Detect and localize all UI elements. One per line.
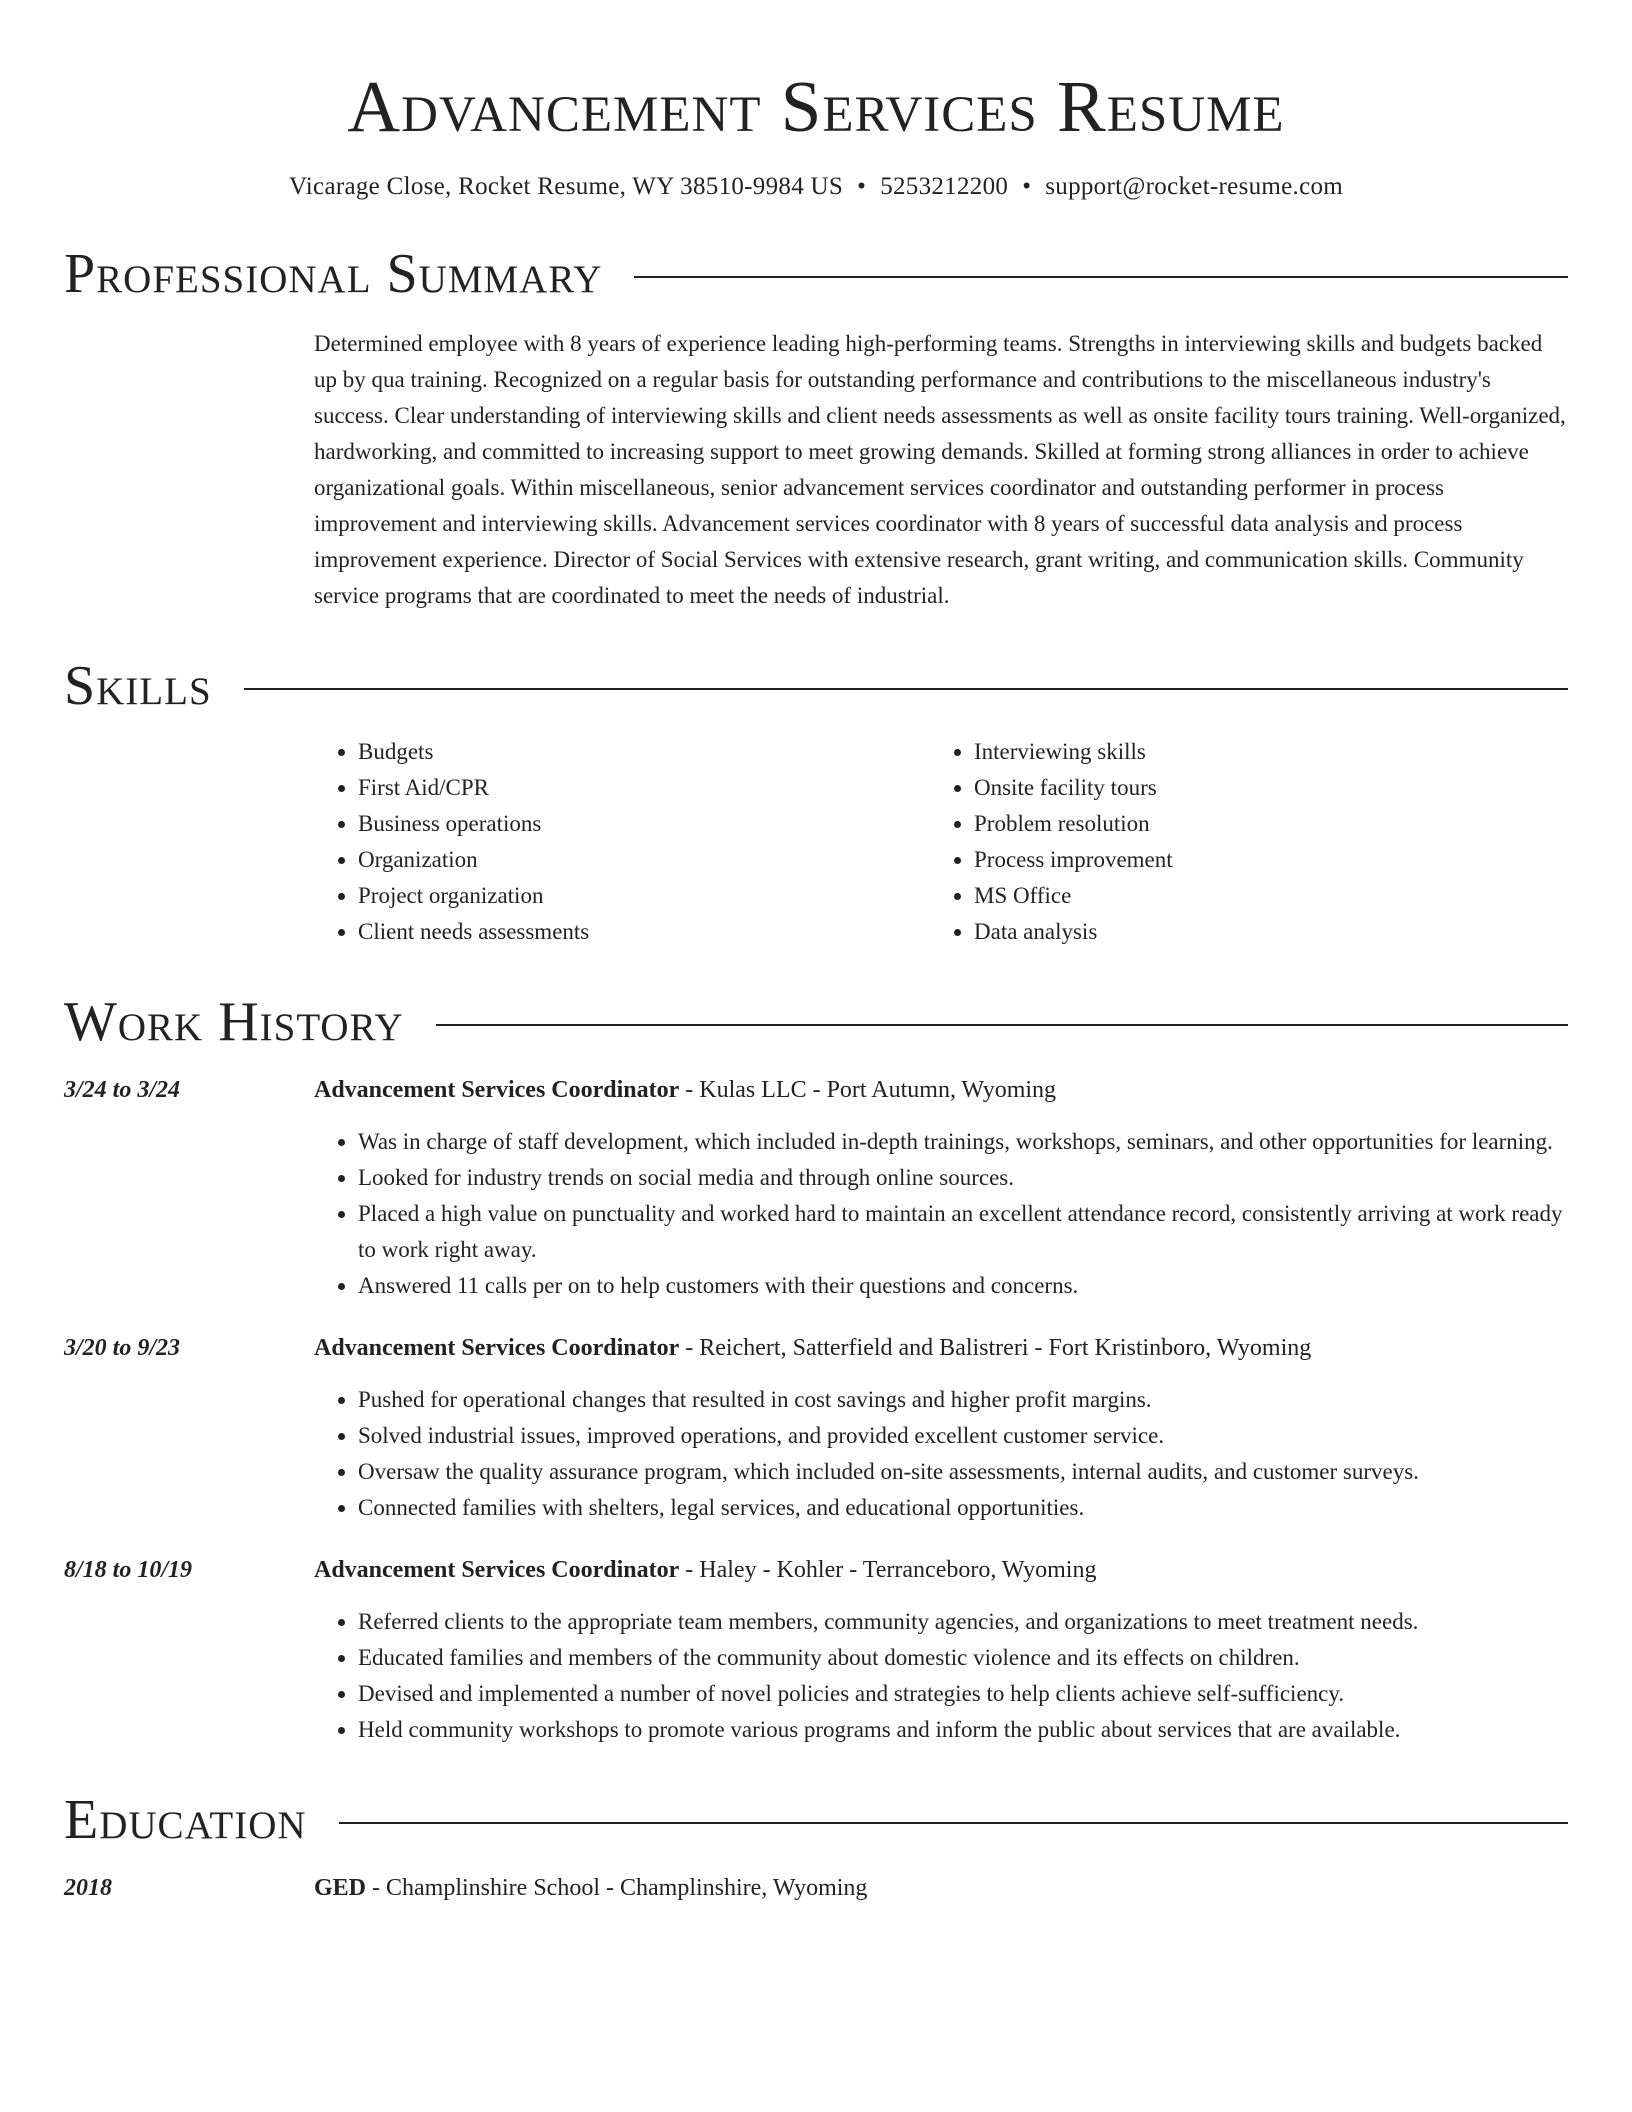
skill-item: • Client needs assessments — [358, 914, 930, 950]
job-bullet: • Looked for industry trends on social media and through online sources. — [358, 1160, 1568, 1196]
summary-section-header — [64, 242, 1568, 306]
job-entry — [64, 1552, 1568, 1748]
job-title-line — [314, 1552, 1568, 1588]
resume-page — [64, 0, 1568, 1906]
job-bullet: • Oversaw the quality assurance program, which included on-site assessments, internal audits, and customer surveys. — [358, 1454, 1568, 1490]
contact-phone: 5253212200 — [880, 173, 1009, 200]
skill-item: • Problem resolution — [974, 806, 1546, 842]
job-bullet: • Placed a high value on punctuality and worked hard to maintain an excellent attendance record, consistently arriving at work ready to work right away. — [358, 1196, 1568, 1268]
job-bullet: • Educated families and members of the community about domestic violence and its effects on children. — [358, 1640, 1568, 1676]
work-section-header — [64, 990, 1568, 1054]
job-entry — [64, 1072, 1568, 1304]
section-divider — [634, 276, 1568, 278]
skills-column-right — [930, 734, 1546, 950]
job-title-line — [314, 1330, 1568, 1366]
job-body — [314, 1552, 1568, 1748]
job-bullets — [314, 1382, 1568, 1526]
education-entry — [64, 1870, 1568, 1906]
job-bullets — [314, 1604, 1568, 1748]
contact-line — [64, 172, 1568, 202]
contact-address: Vicarage Close, Rocket Resume, WY 38510-9984 US — [288, 173, 844, 200]
job-title: Advancement Services Coordinator — [314, 1557, 680, 1583]
job-bullet: • Was in charge of staff development, which included in-depth trainings, workshops, seminars, and other opportunities for learning. — [358, 1124, 1568, 1160]
job-bullet: • Answered 11 calls per on to help customers with their questions and concerns. — [358, 1268, 1568, 1304]
job-bullet: • Solved industrial issues, improved operations, and provided excellent customer service. — [358, 1418, 1568, 1454]
job-dates: 8/18 to 10/19 — [64, 1557, 193, 1583]
education-school: - Champlinshire School - Champlinshire, Wyoming — [366, 1875, 868, 1901]
skill-item: • Data analysis — [974, 914, 1546, 950]
job-body — [314, 1330, 1568, 1526]
skill-item: • First Aid/CPR — [358, 770, 930, 806]
job-company: - Reichert, Satterfield and Balistreri - Fort Kristinboro, Wyoming — [679, 1335, 1312, 1361]
job-bullet: • Connected families with shelters, legal services, and educational opportunities. — [358, 1490, 1568, 1526]
education-body — [314, 1870, 867, 1906]
work-heading: Work History — [64, 991, 404, 1053]
bullet-separator: • — [857, 173, 867, 200]
job-title-line — [314, 1072, 1568, 1108]
job-title: Advancement Services Coordinator — [314, 1335, 680, 1361]
job-company: - Haley - Kohler - Terranceboro, Wyoming — [679, 1557, 1097, 1583]
job-dates: 3/20 to 9/23 — [64, 1335, 181, 1361]
job-company: - Kulas LLC - Port Autumn, Wyoming — [679, 1077, 1057, 1103]
job-bullet: • Held community workshops to promote various programs and inform the public about services that are available. — [358, 1712, 1568, 1748]
contact-email: support@rocket-resume.com — [1045, 173, 1344, 200]
skills-heading: Skills — [64, 655, 212, 717]
job-bullet: • Pushed for operational changes that resulted in cost savings and higher profit margins. — [358, 1382, 1568, 1418]
job-title: Advancement Services Coordinator — [314, 1077, 680, 1103]
summary-heading: Professional Summary — [64, 243, 603, 305]
skill-item: • Interviewing skills — [974, 734, 1546, 770]
section-divider — [436, 1024, 1568, 1026]
section-divider — [244, 688, 1568, 690]
bullet-separator: • — [1022, 173, 1032, 200]
skill-item: • Budgets — [358, 734, 930, 770]
job-bullet: • Referred clients to the appropriate team members, community agencies, and organizations to meet treatment needs. — [358, 1604, 1568, 1640]
job-bullet: • Devised and implemented a number of novel policies and strategies to help clients achieve self-sufficiency. — [358, 1676, 1568, 1712]
skills-section-header — [64, 654, 1568, 718]
skill-item: • Business operations — [358, 806, 930, 842]
skill-item: • MS Office — [974, 878, 1546, 914]
job-body — [314, 1072, 1568, 1304]
skills-list — [314, 734, 1568, 950]
education-heading: Education — [64, 1789, 307, 1851]
education-degree: GED — [314, 1875, 367, 1901]
education-year: 2018 — [64, 1875, 112, 1901]
job-entry — [64, 1330, 1568, 1526]
skill-item: • Project organization — [358, 878, 930, 914]
skill-item: • Organization — [358, 842, 930, 878]
summary-text: Determined employee with 8 years of experience leading high-performing teams. Strengths in interviewing skills and budgets backed up by qua training. Recognized on a regular basis for outstanding performance and contributions to the miscellaneous industry's success. Clear understanding of interviewing skills and client needs assessments as well as onsite facility tours training. Well-organized, hardworking, and committed to increasing support to meet growing demands. Skilled at forming strong alliances in order to achieve organizational goals. Within miscellaneous, senior advancement services coordinator and outstanding performer in process improvement and interviewing skills. Advancement services coordinator with 8 years of successful data analysis and process improvement experience. Director of Social Services with extensive research, grant writing, and communication skills. Community service programs that are coordinated to meet the needs of industrial. — [314, 331, 1566, 608]
education-section-header — [64, 1788, 1568, 1852]
skill-item: • Onsite facility tours — [974, 770, 1546, 806]
job-dates: 3/24 to 3/24 — [64, 1077, 181, 1103]
section-divider — [339, 1822, 1568, 1824]
skills-column-left — [314, 734, 930, 950]
job-bullets — [314, 1124, 1568, 1304]
resume-title: Advancement Services Resume — [347, 66, 1285, 147]
skill-item: • Process improvement — [974, 842, 1546, 878]
